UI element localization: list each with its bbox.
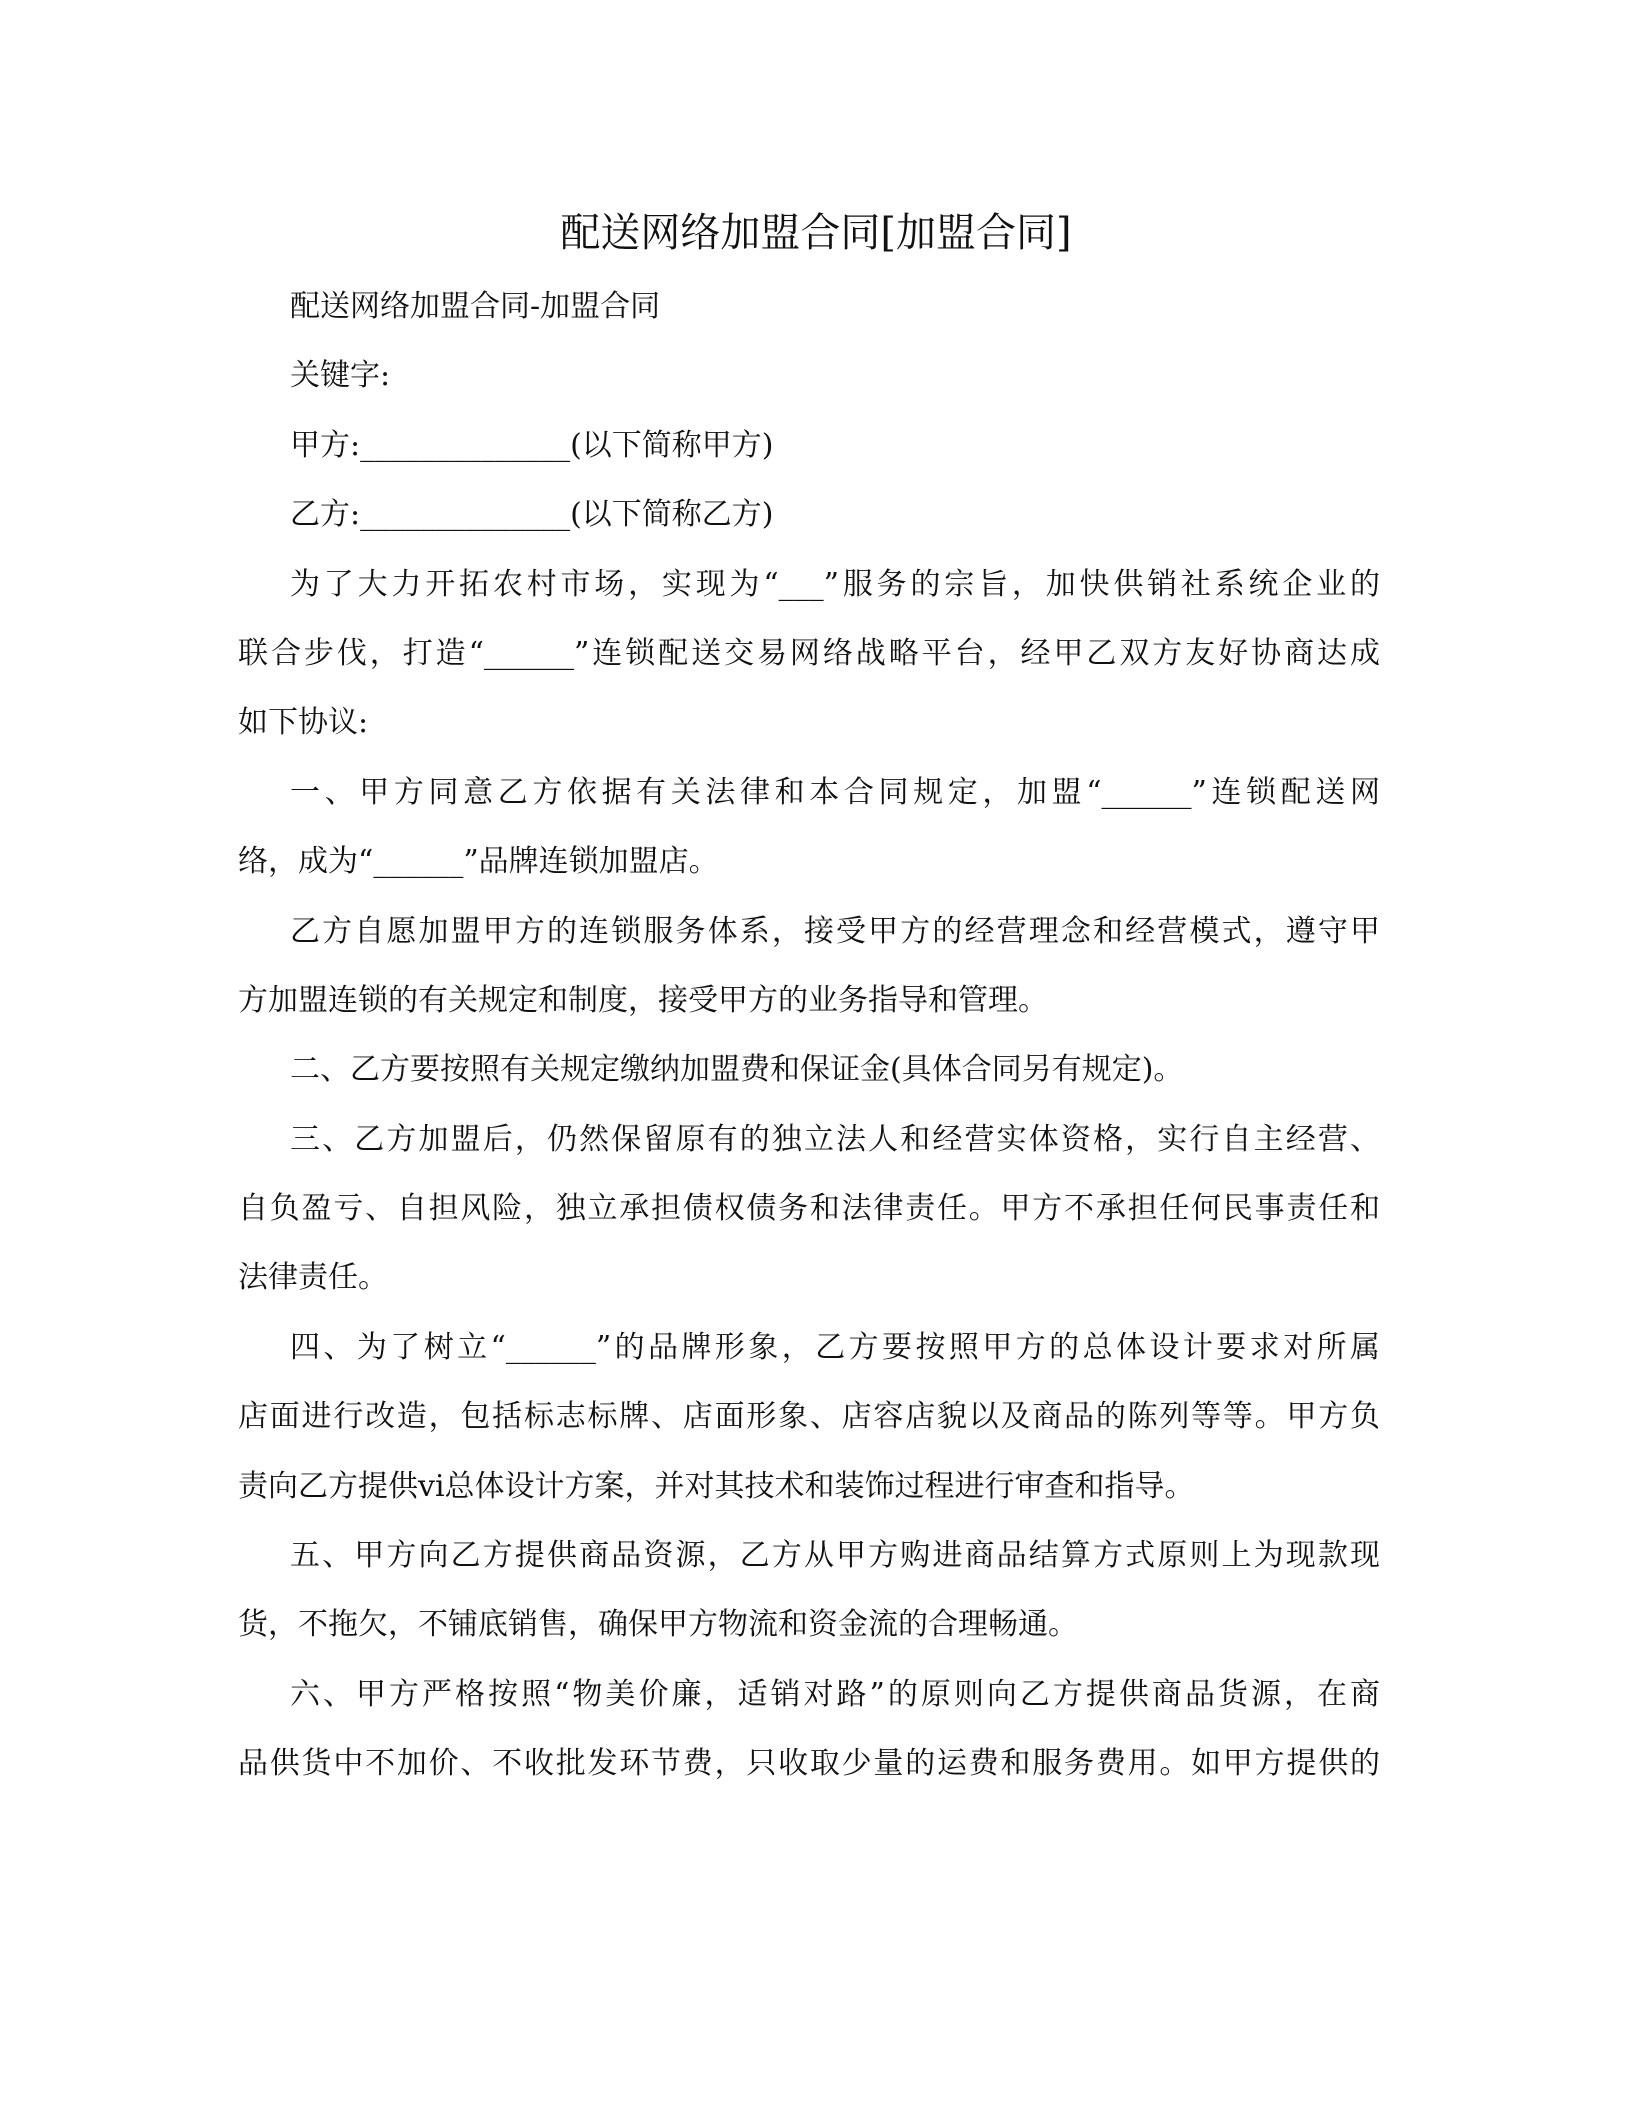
text-line: 联合步伐，打造“______”连锁配送交易网络战略平台，经甲乙双方友好协商达成 xyxy=(238,635,1380,671)
text-line: 货，不拖欠，不铺底销售，确保甲方物流和资金流的合理畅通。 xyxy=(238,1607,1078,1643)
text-line: 络，成为“______”品牌连锁加盟店。 xyxy=(238,844,719,880)
text-line: 一、甲方同意乙方依据有关法律和本合同规定，加盟“______”连锁配送网 xyxy=(290,774,1380,810)
text-line: 方加盟连锁的有关规定和制度，接受甲方的业务指导和管理。 xyxy=(238,982,1048,1018)
text-line: 乙方:______________(以下简称乙方) xyxy=(290,497,774,533)
text-line: 配送网络加盟合同-加盟合同 xyxy=(290,289,661,324)
text-line: 四、为了树立“______”的品牌形象，乙方要按照甲方的总体设计要求对所属 xyxy=(290,1329,1380,1365)
text-line: 店面进行改造，包括标志标牌、店面形象、店容店貌以及商品的陈列等等。甲方负 xyxy=(238,1399,1380,1435)
text-line: 关键字: xyxy=(290,358,391,394)
text-line: 三、乙方加盟后，仍然保留原有的独立法人和经营实体资格，实行自主经营、 xyxy=(290,1121,1380,1157)
text-line: 责向乙方提供vi总体设计方案，并对其技术和装饰过程进行审查和指导。 xyxy=(238,1468,1195,1504)
text-line: 二、乙方要按照有关规定缴纳加盟费和保证金(具体合同另有规定)。 xyxy=(290,1052,1184,1088)
text-line: 如下协议: xyxy=(238,705,369,741)
text-line: 为了大力开拓农村市场，实现为“___”服务的宗旨，加快供销社系统企业的 xyxy=(290,566,1380,602)
text-line: 法律责任。 xyxy=(238,1260,388,1296)
document-title: 配送网络加盟合同[加盟合同] xyxy=(560,210,1072,256)
document-body xyxy=(238,272,1380,1799)
text-line: 乙方自愿加盟甲方的连锁服务体系，接受甲方的经营理念和经营模式，遵守甲 xyxy=(290,913,1380,949)
text-line: 品供货中不加价、不收批发环节费，只收取少量的运费和服务费用。如甲方提供的 xyxy=(238,1746,1380,1782)
text-line: 六、甲方严格按照“物美价廉，适销对路”的原则向乙方提供商品货源，在商 xyxy=(290,1676,1380,1712)
text-line: 甲方:______________(以下简称甲方) xyxy=(290,427,774,463)
text-line: 五、甲方向乙方提供商品资源，乙方从甲方购进商品结算方式原则上为现款现 xyxy=(290,1538,1380,1574)
text-line: 自负盈亏、自担风险，独立承担债权债务和法律责任。甲方不承担任何民事责任和 xyxy=(238,1191,1380,1227)
